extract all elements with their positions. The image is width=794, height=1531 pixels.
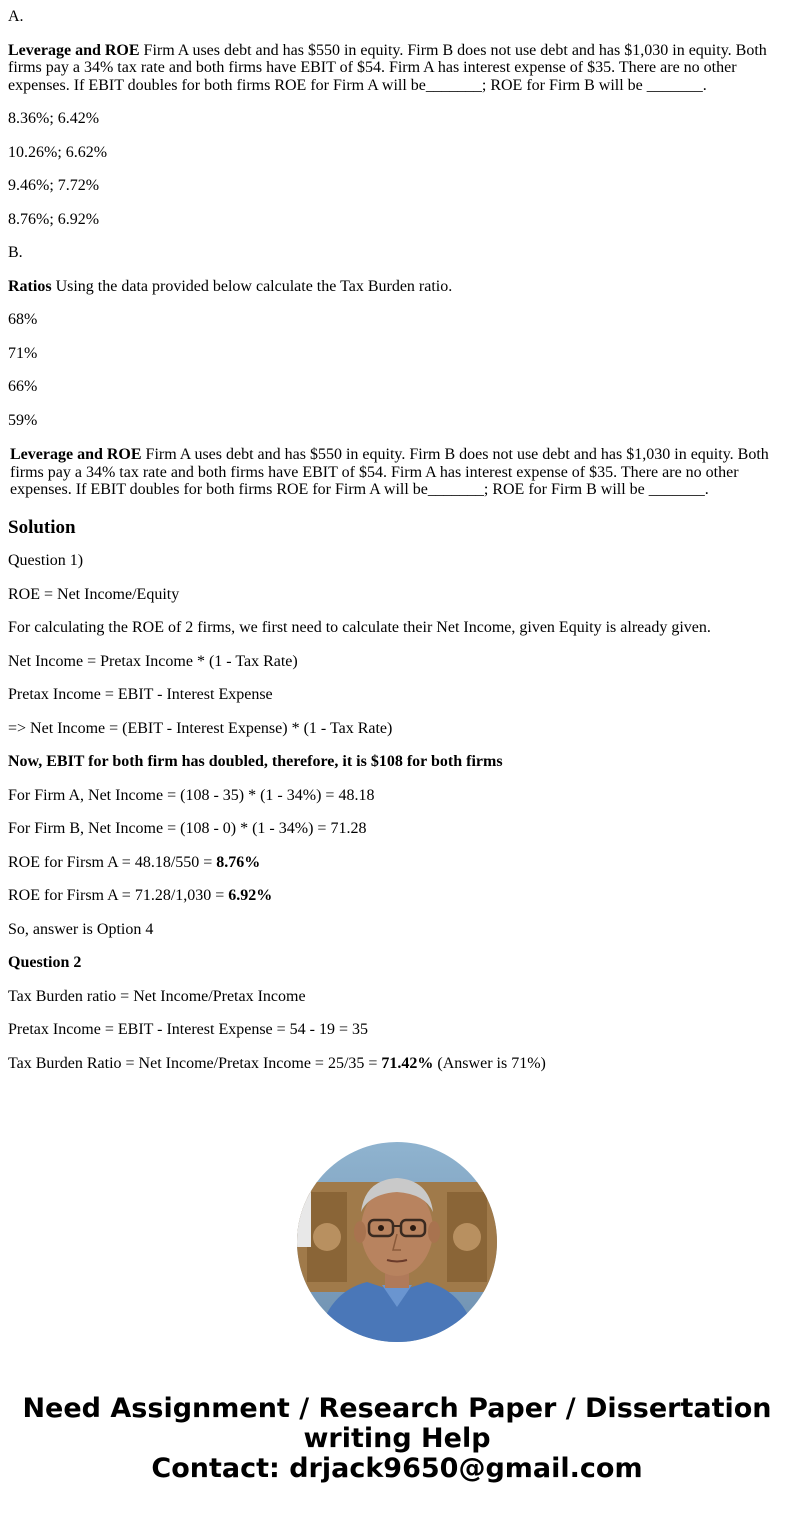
- solution-q1-label: Question 1): [8, 552, 84, 569]
- roe-firm-a-value: 8.76%: [216, 853, 261, 871]
- promo-contact: Contact: drjack9650@gmail.com: [151, 1453, 643, 1484]
- tax-burden-suffix: (Answer is 71%): [433, 1054, 546, 1072]
- net-income-expanded: => Net Income = (EBIT - Interest Expense) * (1 - Tax Rate): [8, 719, 393, 737]
- q2-option-2: 71%: [8, 344, 38, 362]
- q1-option-4: 8.76%; 6.92%: [8, 210, 100, 228]
- question-b-label: B.: [8, 244, 23, 261]
- roe-formula: ROE = Net Income/Equity: [8, 585, 180, 603]
- question-2-title: Ratios: [8, 277, 52, 295]
- solution-intro: For calculating the ROE of 2 firms, we first need to calculate their Net Income, given Equity is already given.: [8, 619, 711, 636]
- net-income-formula: Net Income = Pretax Income * (1 - Tax Rate): [8, 652, 298, 670]
- solution-heading: Solution: [8, 516, 76, 538]
- roe-firm-b: [8, 887, 786, 905]
- firm-a-net-income: For Firm A, Net Income = (108 - 35) * (1 - 34%) = 48.18: [8, 786, 375, 804]
- q2-option-1: 68%: [8, 311, 38, 328]
- tax-burden-formula: Tax Burden ratio = Net Income/Pretax Income: [8, 987, 306, 1005]
- avatar-portrait-image: [297, 1142, 497, 1342]
- question-repeat-box: [8, 445, 786, 500]
- ebit-note-text: Now, EBIT for both firm has doubled, therefore, it is $108 for both firms: [8, 753, 503, 770]
- question-repeat-body: Firm A uses debt and has $550 in equity. Firm B does not use debt and has $1,030 in equity. Both firms pay a 34% tax rate and both firms have EBIT of $54. Firm A has interest expense of $35. There are no other expenses. If EBIT doubles for both firms ROE for Firm A will be_______; ROE for Firm B will be _______.: [10, 446, 769, 498]
- page-content: [0, 8, 794, 1072]
- promo-line-1: Need Assignment / Research Paper / Dissertation: [22, 1393, 772, 1424]
- promo-banner: [0, 1394, 794, 1484]
- question-repeat-title: Leverage and ROE: [10, 446, 142, 463]
- pretax-income-formula: Pretax Income = EBIT - Interest Expense: [8, 686, 273, 703]
- promo-line-2: writing Help: [303, 1423, 491, 1454]
- question-2-text: [8, 278, 786, 296]
- q2-option-3: 66%: [8, 378, 38, 395]
- question-2-body: Using the data provided below calculate the Tax Burden ratio.: [51, 277, 453, 295]
- q1-option-1: 8.36%; 6.42%: [8, 110, 100, 127]
- roe-firm-a-prefix: ROE for Firsm A = 48.18/550 =: [8, 853, 217, 871]
- question-1-text: [8, 42, 786, 95]
- firm-b-net-income: For Firm B, Net Income = (108 - 0) * (1 - 34%) = 71.28: [8, 820, 367, 837]
- roe-firm-a: [8, 854, 786, 872]
- roe-firm-b-value: 6.92%: [228, 887, 273, 904]
- avatar-container: [0, 1142, 794, 1342]
- answer-1: So, answer is Option 4: [8, 920, 154, 938]
- q2-option-4: 59%: [8, 411, 38, 429]
- roe-firm-b-prefix: ROE for Firsm A = 71.28/1,030 =: [8, 887, 229, 904]
- pretax-income-calc: Pretax Income = EBIT - Interest Expense = 54 - 19 = 35: [8, 1021, 369, 1038]
- tax-burden-prefix: Tax Burden Ratio = Net Income/Pretax Income = 25/35 =: [8, 1054, 382, 1072]
- q1-option-3: 9.46%; 7.72%: [8, 177, 100, 194]
- avatar: [297, 1142, 497, 1342]
- ebit-note: [8, 753, 786, 771]
- tax-burden-result: [8, 1055, 786, 1073]
- question-1-title: Leverage and ROE: [8, 41, 140, 59]
- solution-q2-label-text: Question 2: [8, 954, 82, 971]
- tax-burden-value: 71.42%: [381, 1054, 434, 1072]
- q1-option-2: 10.26%; 6.62%: [8, 143, 108, 161]
- question-1-body: Firm A uses debt and has $550 in equity. Firm B does not use debt and has $1,030 in equity. Both firms pay a 34% tax rate and both firms have EBIT of $54. Firm A has interest expense of $35. There are no other expenses. If EBIT doubles for both firms ROE for Firm A will be_______; ROE for Firm B will be _______.: [8, 41, 767, 94]
- question-a-label: A.: [8, 8, 24, 25]
- solution-q2-label: [8, 954, 786, 972]
